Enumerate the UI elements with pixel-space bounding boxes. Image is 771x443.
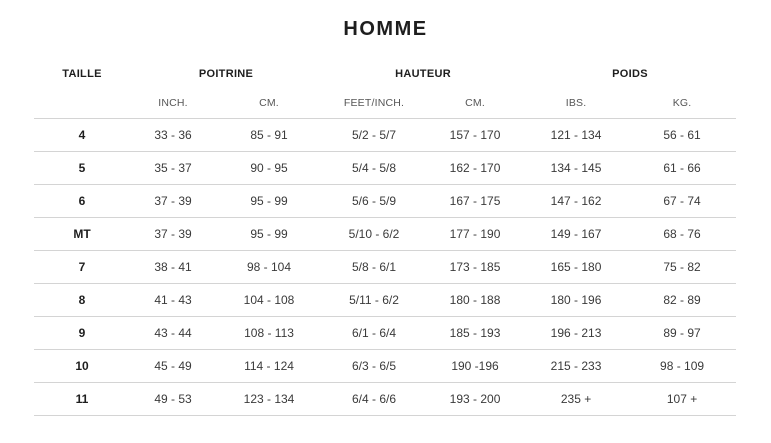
cell-size: MT [34,218,130,251]
cell-size: 9 [34,317,130,350]
cell-poids-kg: 56 - 61 [628,119,736,152]
cell-poitrine-cm: 104 - 108 [216,284,322,317]
table-row [34,185,736,218]
cell-size: 7 [34,251,130,284]
cell-size: 4 [34,119,130,152]
cell-hauteur-cm: 173 - 185 [426,251,524,284]
size-chart-table [34,60,736,416]
unit-taille-empty [34,88,130,119]
group-header-row [34,60,736,88]
cell-hauteur-feet-inch: 5/6 - 5/9 [322,185,426,218]
page-title: HOMME [343,18,428,40]
cell-hauteur-cm: 167 - 175 [426,185,524,218]
cell-poitrine-inch: 43 - 44 [130,317,216,350]
cell-poids-kg: 82 - 89 [628,284,736,317]
cell-poids-ibs: 196 - 213 [524,317,628,350]
unit-hauteur-cm: CM. [465,97,485,109]
table-body [34,119,736,416]
cell-size: 5 [34,152,130,185]
cell-poitrine-cm: 123 - 134 [216,383,322,416]
cell-poitrine-cm: 114 - 124 [216,350,322,383]
cell-hauteur-feet-inch: 6/4 - 6/6 [322,383,426,416]
cell-poids-kg: 68 - 76 [628,218,736,251]
unit-header-row [34,88,736,119]
cell-poitrine-cm: 108 - 113 [216,317,322,350]
cell-size: 8 [34,284,130,317]
cell-poitrine-cm: 95 - 99 [216,185,322,218]
cell-size: 11 [34,383,130,416]
cell-poitrine-cm: 90 - 95 [216,152,322,185]
cell-poitrine-inch: 38 - 41 [130,251,216,284]
cell-size: 10 [34,350,130,383]
unit-poitrine-cm: CM. [259,97,279,109]
header-hauteur: HAUTEUR [395,68,451,80]
cell-poitrine-cm: 85 - 91 [216,119,322,152]
cell-hauteur-cm: 180 - 188 [426,284,524,317]
cell-poitrine-inch: 41 - 43 [130,284,216,317]
table-row [34,251,736,284]
cell-poitrine-inch: 45 - 49 [130,350,216,383]
cell-hauteur-feet-inch: 5/2 - 5/7 [322,119,426,152]
header-poids: POIDS [612,68,648,80]
cell-hauteur-cm: 190 -196 [426,350,524,383]
cell-hauteur-feet-inch: 5/10 - 6/2 [322,218,426,251]
cell-poids-kg: 107 + [628,383,736,416]
cell-poids-ibs: 134 - 145 [524,152,628,185]
cell-hauteur-cm: 177 - 190 [426,218,524,251]
table-row [34,119,736,152]
table-row [34,152,736,185]
cell-poids-ibs: 121 - 134 [524,119,628,152]
cell-hauteur-cm: 157 - 170 [426,119,524,152]
cell-hauteur-feet-inch: 6/3 - 6/5 [322,350,426,383]
cell-poids-kg: 98 - 109 [628,350,736,383]
table-row [34,284,736,317]
cell-poids-kg: 61 - 66 [628,152,736,185]
cell-poids-ibs: 235 + [524,383,628,416]
unit-poids-ibs: IBS. [565,97,587,109]
cell-poids-ibs: 147 - 162 [524,185,628,218]
cell-poids-kg: 75 - 82 [628,251,736,284]
cell-poitrine-cm: 98 - 104 [216,251,322,284]
cell-hauteur-cm: 185 - 193 [426,317,524,350]
table-row [34,383,736,416]
cell-size: 6 [34,185,130,218]
cell-poitrine-inch: 35 - 37 [130,152,216,185]
cell-poids-kg: 89 - 97 [628,317,736,350]
cell-poitrine-inch: 37 - 39 [130,185,216,218]
cell-hauteur-feet-inch: 5/8 - 6/1 [322,251,426,284]
header-taille: TAILLE [62,68,102,80]
cell-poids-ibs: 165 - 180 [524,251,628,284]
cell-poids-ibs: 149 - 167 [524,218,628,251]
cell-hauteur-feet-inch: 6/1 - 6/4 [322,317,426,350]
table-row [34,317,736,350]
unit-hauteur-feet-inch: FEET/INCH. [343,97,405,109]
cell-hauteur-cm: 193 - 200 [426,383,524,416]
cell-poids-ibs: 180 - 196 [524,284,628,317]
header-poitrine: POITRINE [198,68,254,80]
table-row [34,350,736,383]
unit-poids-kg: KG. [672,97,692,109]
cell-hauteur-cm: 162 - 170 [426,152,524,185]
cell-poitrine-inch: 33 - 36 [130,119,216,152]
cell-hauteur-feet-inch: 5/11 - 6/2 [322,284,426,317]
cell-hauteur-feet-inch: 5/4 - 5/8 [322,152,426,185]
unit-poitrine-inch: INCH. [158,97,188,109]
cell-poitrine-cm: 95 - 99 [216,218,322,251]
cell-poids-ibs: 215 - 233 [524,350,628,383]
cell-poitrine-inch: 37 - 39 [130,218,216,251]
table-row [34,218,736,251]
cell-poitrine-inch: 49 - 53 [130,383,216,416]
cell-poids-kg: 67 - 74 [628,185,736,218]
